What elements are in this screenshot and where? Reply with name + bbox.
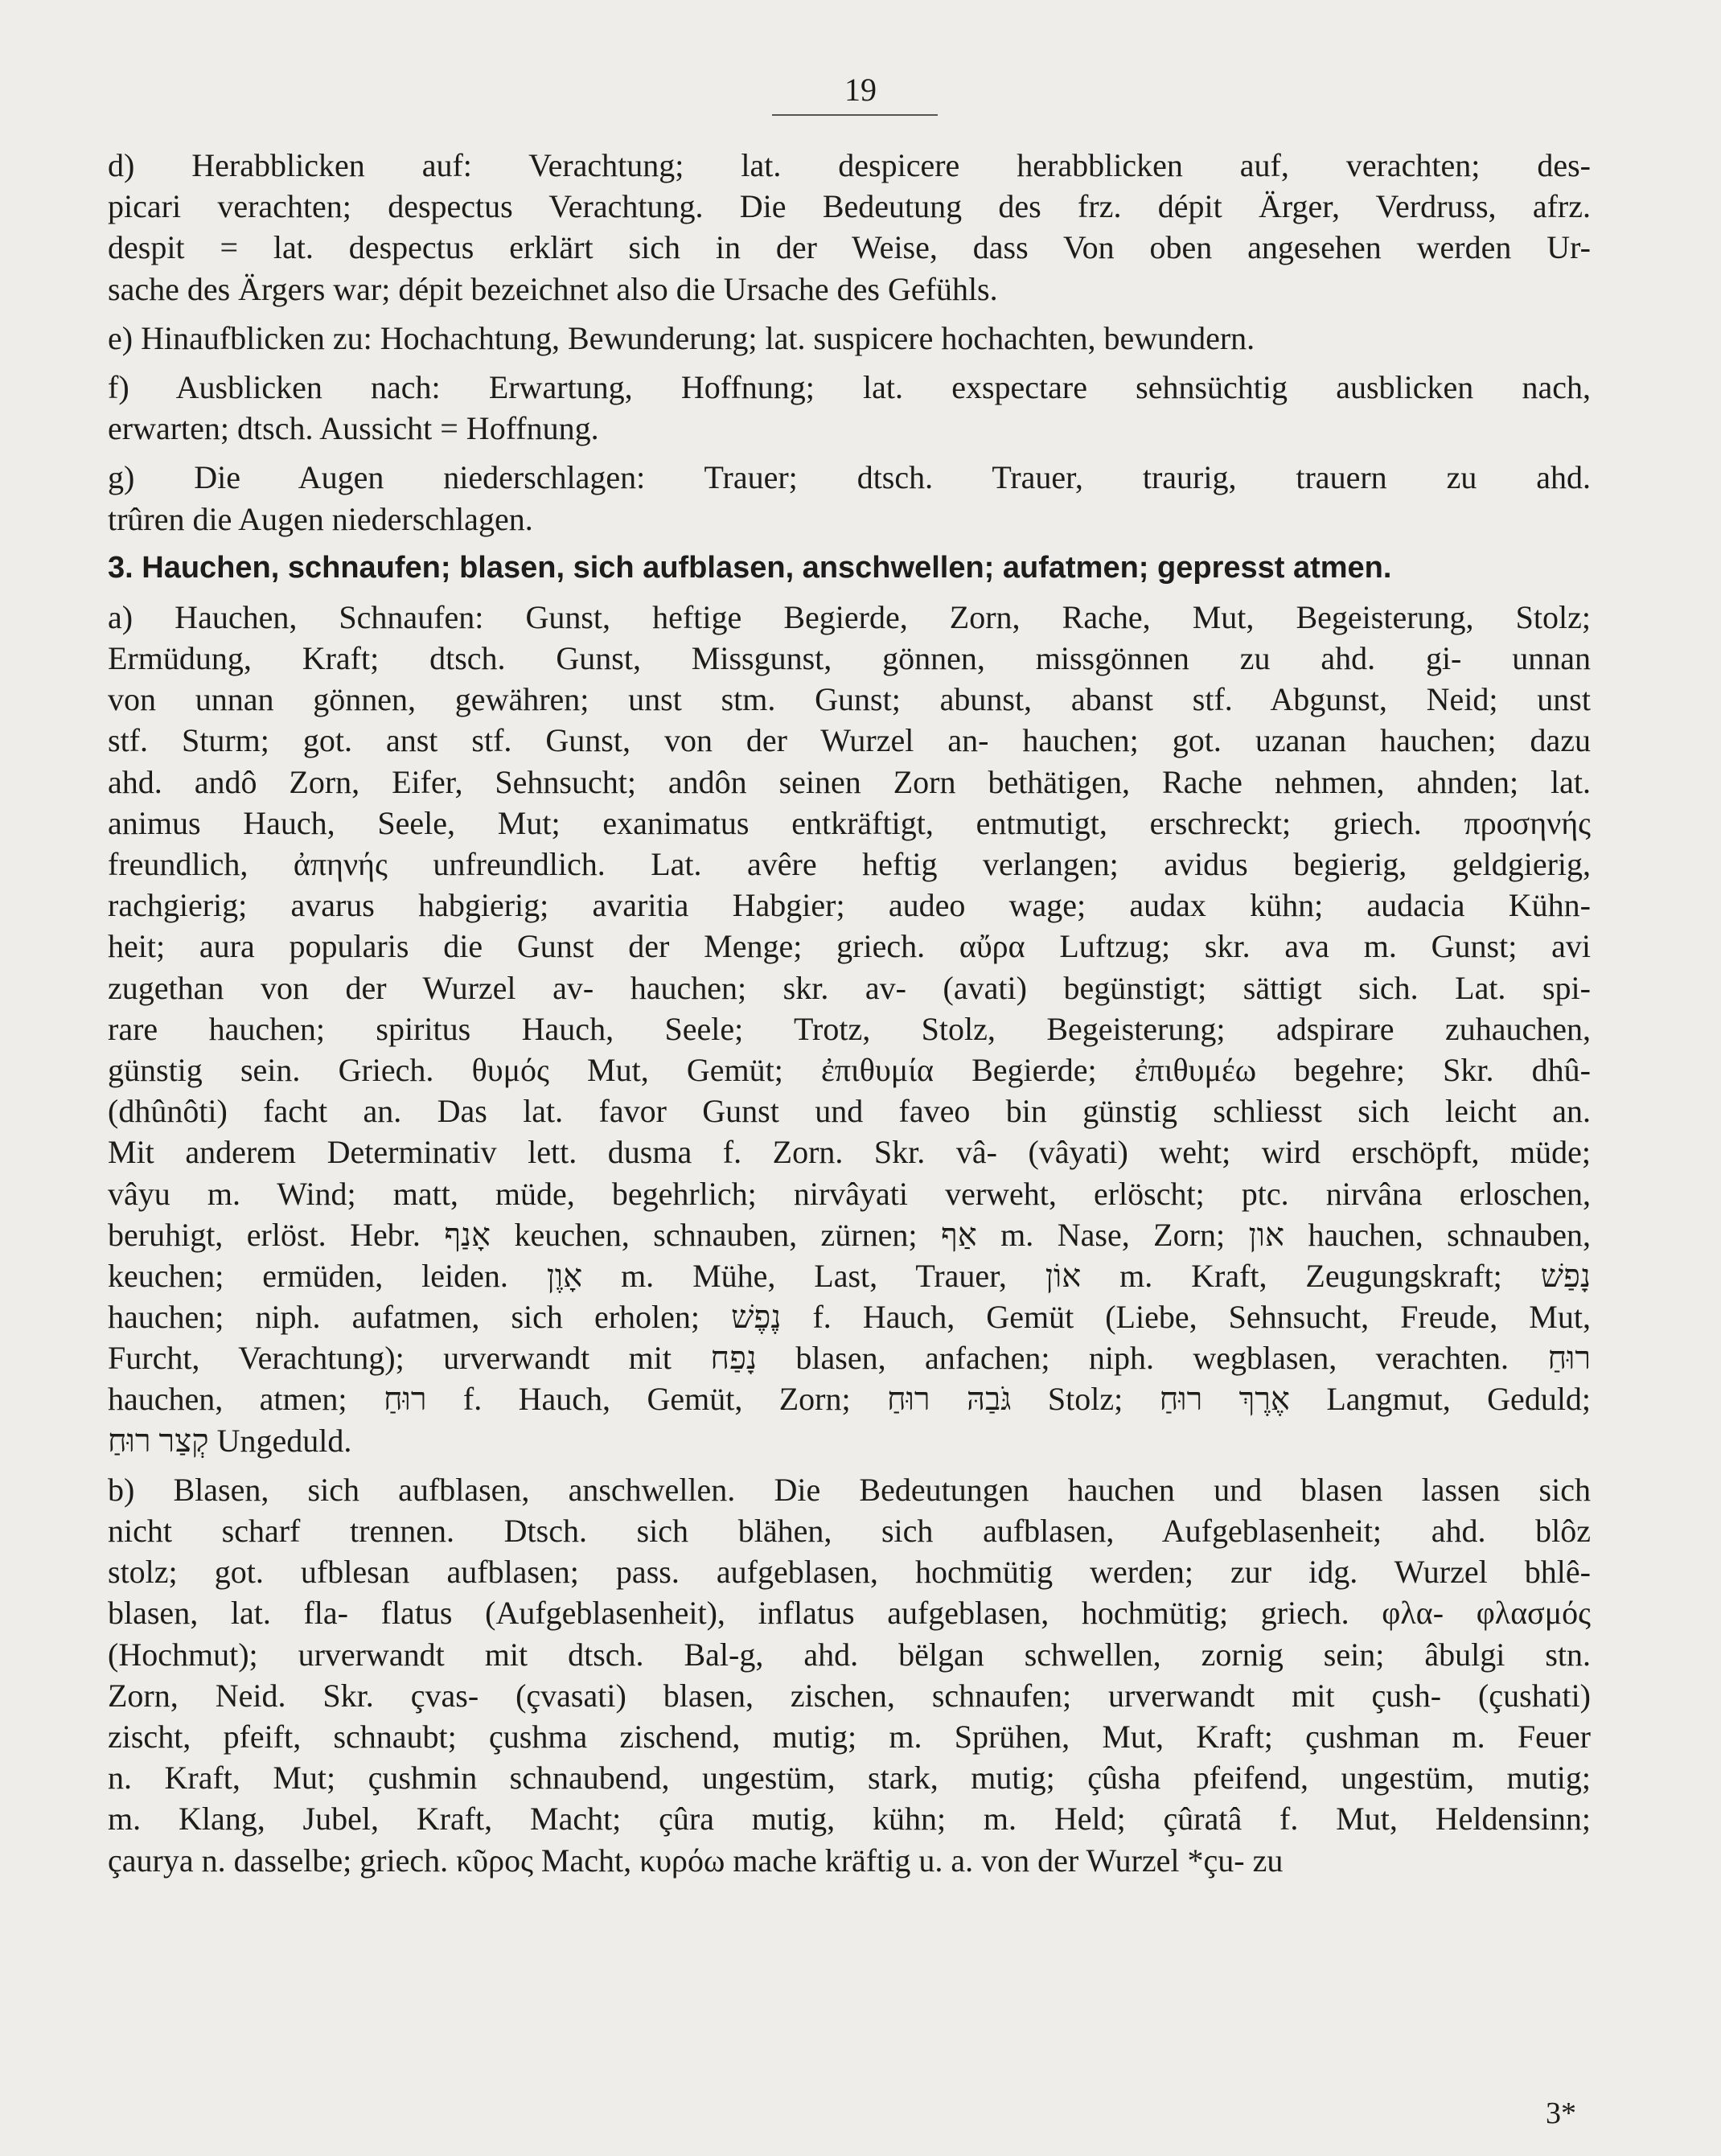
page-number: 19 — [844, 72, 877, 108]
text-line: rachgierig; avarus habgierig; avaritia Habgier; audeo wage; audax kühn; audacia Kühn- — [108, 887, 1591, 924]
paragraph-gap — [108, 540, 1591, 548]
para-g-augen-niederschlagen — [108, 457, 1591, 539]
text-line: zugethan von der Wurzel av- hauchen; skr. av- (avati) begünstigt; sättigt sich. Lat. spi- — [108, 969, 1591, 1006]
para-f-ausblicken — [108, 367, 1591, 449]
text-line: hauchen; niph. aufatmen, sich erholen; נֶפֶשׁ f. Hauch, Gemüt (Liebe, Sehnsucht, Freude, Mut, — [108, 1299, 1591, 1336]
text-line: trûren die Augen niederschlagen. — [108, 500, 533, 537]
text-line: erwarten; dtsch. Aussicht = Hoffnung. — [108, 410, 599, 447]
text-line: rare hauchen; spiritus Hauch, Seele; Trotz, Stolz, Begeisterung; adspirare zuhauchen, — [108, 1010, 1591, 1047]
text-line: blasen, lat. fla- flatus (Aufgeblasenheit), inflatus aufgeblasen, hochmütig; griech. φλα- φλασμός — [108, 1595, 1591, 1632]
text-line: (Hochmut); urverwandt mit dtsch. Bal-g, ahd. bëlgan schwellen, zornig sein; âbulgi stn. — [108, 1636, 1591, 1673]
para-3b-blasen — [108, 1469, 1591, 1881]
text-line: stolz; got. ufblesan aufblasen; pass. aufgeblasen, hochmütig werden; zur idg. Wurzel bhlê- — [108, 1554, 1591, 1591]
text-line: Furcht, Verachtung); urverwandt mit נָפַח blasen, anfachen; niph. wegblasen, verachten. רוּחַ — [108, 1340, 1591, 1377]
paragraph-gap — [108, 589, 1591, 597]
text-line: Ermüdung, Kraft; dtsch. Gunst, Missgunst, gönnen, missgönnen zu ahd. gi- unnan — [108, 640, 1591, 677]
text-line: n. Kraft, Mut; çushmin schnaubend, ungestüm, stark, mutig; çûsha pfeifend, ungestüm, mutig; — [108, 1760, 1591, 1797]
text-line: f) Ausblicken nach: Erwartung, Hoffnung; lat. exspectare sehnsüchtig ausblicken nach, — [108, 368, 1591, 405]
text-line: heit; aura popularis die Gunst der Menge; griech. αὔρα Luftzug; skr. ava m. Gunst; avi — [108, 928, 1591, 965]
text-line: keuchen; ermüden, leiden. אָוֶן m. Mühe, Last, Trauer, אוֹן m. Kraft, Zeugungskraft; נָפַשׁ — [108, 1257, 1591, 1294]
page-number-rule — [772, 114, 938, 116]
paragraph-gap — [108, 1461, 1591, 1469]
text-line: g) Die Augen niederschlagen: Trauer; dtsch. Trauer, traurig, trauern zu ahd. — [108, 459, 1591, 496]
para-d-herabblicken — [108, 145, 1591, 310]
signature-mark: 3* — [1546, 2096, 1576, 2130]
text-line: Zorn, Neid. Skr. çvas- (çvasati) blasen, zischen, schnaufen; urverwandt mit çush- (çushati) — [108, 1677, 1591, 1714]
text-line: freundlich, ἀπηνής unfreundlich. Lat. avêre heftig verlangen; avidus begierig, geldgierig, — [108, 846, 1591, 882]
text-line: e) Hinaufblicken zu: Hochachtung, Bewunderung; lat. suspicere hochachten, bewundern. — [108, 319, 1255, 356]
text-line: קְצַר רוּחַ Ungeduld. — [108, 1422, 352, 1459]
para-3a-hauchen — [108, 597, 1591, 1461]
text-line: hauchen, atmen; רוּחַ f. Hauch, Gemüt, Zorn; גֹּבַהּ רוּחַ Stolz; אֶרֶךְ רוּחַ Langmut, Geduld; — [108, 1381, 1592, 1418]
paragraph-gap — [108, 359, 1591, 367]
section-3-heading — [108, 548, 1591, 589]
text-line: a) Hauchen, Schnaufen: Gunst, heftige Begierde, Zorn, Rache, Mut, Begeisterung, Stolz; — [108, 598, 1591, 635]
paragraph-gap — [108, 310, 1591, 318]
paragraph-gap — [108, 449, 1591, 457]
text-line: d) Herabblicken auf: Verachtung; lat. despicere herabblicken auf, verachten; des- — [108, 147, 1591, 183]
para-e-hinaufblicken — [108, 318, 1591, 359]
text-line: stf. Sturm; got. anst stf. Gunst, von der Wurzel an- hauchen; got. uzanan hauchen; dazu — [108, 722, 1591, 759]
text-line: ahd. andô Zorn, Eifer, Sehnsucht; andôn seinen Zorn bethätigen, Rache nehmen, ahnden; lat. — [108, 763, 1591, 800]
text-line: nicht scharf trennen. Dtsch. sich blähen, sich aufblasen, Aufgeblasenheit; ahd. blôz — [108, 1513, 1591, 1549]
page-body — [108, 145, 1591, 1881]
text-line: (dhûnôti) facht an. Das lat. favor Gunst und faveo bin günstig schliesst sich leicht an. — [108, 1093, 1591, 1130]
text-line: b) Blasen, sich aufblasen, anschwellen. Die Bedeutungen hauchen und blasen lassen sich — [108, 1471, 1591, 1508]
text-line: vâyu m. Wind; matt, müde, begehrlich; nirvâyati verweht, erlöscht; ptc. nirvâna erloschen, — [108, 1175, 1591, 1212]
text-line: m. Klang, Jubel, Kraft, Macht; çûra mutig, kühn; m. Held; çûratâ f. Mut, Heldensinn; — [108, 1801, 1591, 1838]
text-line: 3. Hauchen, schnaufen; blasen, sich aufblasen, anschwellen; aufatmen; gepresst atmen. — [108, 550, 1392, 585]
text-line: zischt, pfeift, schnaubt; çushma zischend, mutig; m. Sprühen, Mut, Kraft; çushman m. Feuer — [108, 1718, 1591, 1755]
text-line: beruhigt, erlöst. Hebr. אָנַף keuchen, schnauben, zürnen; אַף m. Nase, Zorn; און hauchen, schnauben, — [108, 1216, 1591, 1253]
text-line: animus Hauch, Seele, Mut; exanimatus entkräftigt, entmutigt, erschreckt; griech. προσηνής — [108, 804, 1591, 841]
text-line: günstig sein. Griech. θυμός Mut, Gemüt; ἐπιθυμία Begierde; ἐπιθυμέω begehre; Skr. dhû- — [108, 1051, 1591, 1088]
text-line: çaurya n. dasselbe; griech. κῦρος Macht, κυρόω mache kräftig u. a. von der Wurzel *çu- zu — [108, 1842, 1284, 1879]
text-line: Mit anderem Determinativ lett. dusma f. Zorn. Skr. vâ- (vâyati) weht; wird erschöpft, müde; — [108, 1134, 1591, 1171]
text-line: von unnan gönnen, gewähren; unst stm. Gunst; abunst, abanst stf. Abgunst, Neid; unst — [108, 681, 1591, 718]
text-line: picari verachten; despectus Verachtung. Die Bedeutung des frz. dépit Ärger, Verdruss, afrz. — [108, 188, 1591, 225]
text-line: sache des Ärgers war; dépit bezeichnet also die Ursache des Gefühls. — [108, 270, 998, 307]
text-line: despit = lat. despectus erklärt sich in der Weise, dass Von oben angesehen werden Ur- — [108, 229, 1591, 266]
